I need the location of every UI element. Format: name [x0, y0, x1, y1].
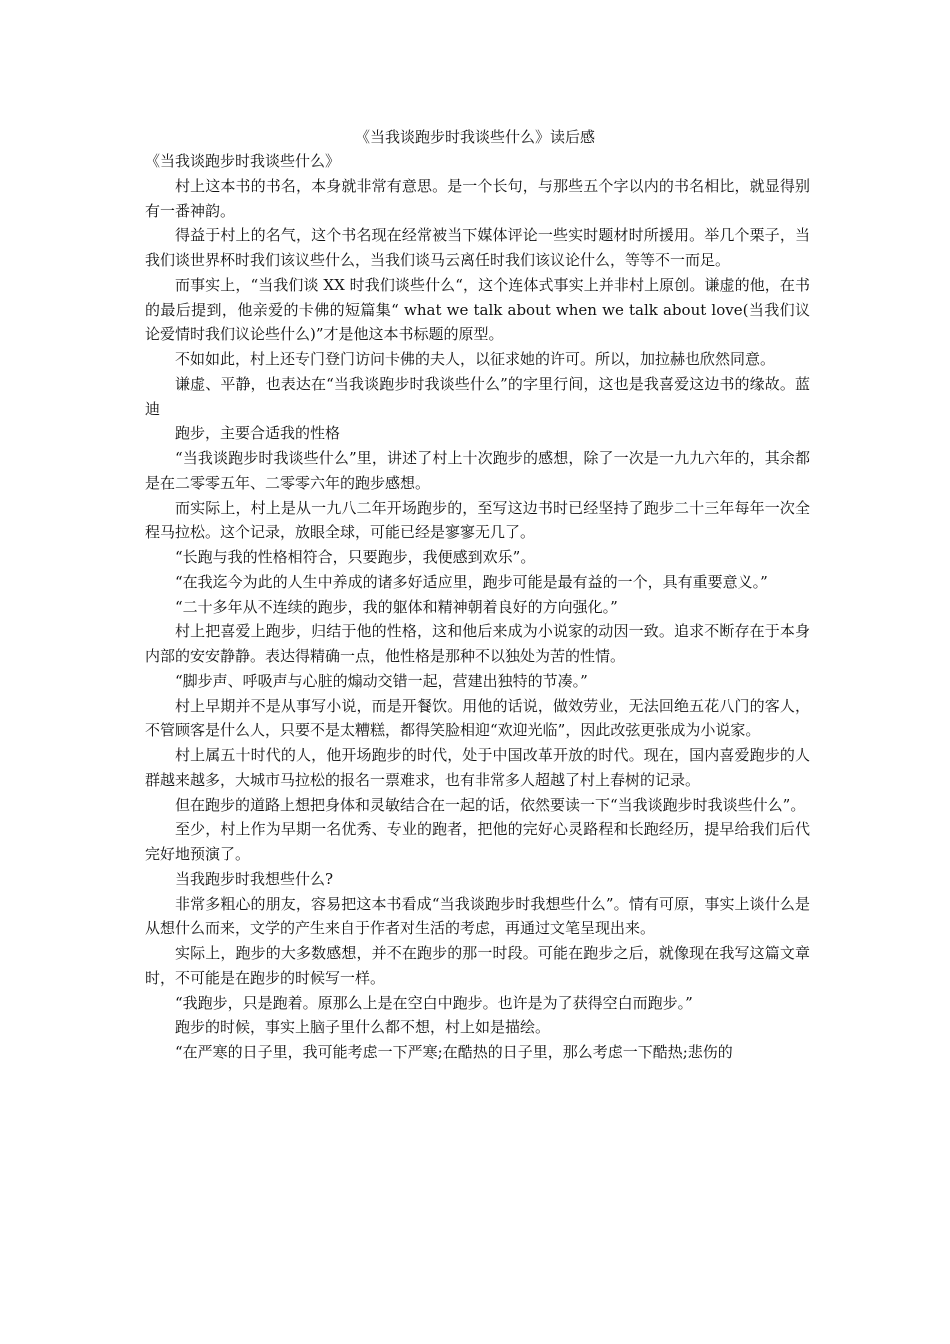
quote-paragraph: “二十多年从不连续的跑步，我的躯体和精神朝着良好的方向强化。” [175, 597, 618, 616]
paragraph: 跑步的时候，事实上脑子里什么都不想，村上如是描绘。 [175, 1018, 551, 1037]
book-title-line: 《当我谈跑步时我谈些什么》 [145, 152, 341, 170]
paragraph: 而实际上，村上是从一九八二年开场跑步的，至写这边书时已经坚持了跑步二十三年每年一次全程马拉松。这个记录，放眼全球，可能已经是寥寥无几了。 [145, 498, 810, 542]
paragraph: 非常多粗心的朋友，容易把这本书看成“当我谈跑步时我想些什么”。情有可原，事实上谈什么是从想什么而来，文学的产生来自于作者对生活的考虑，再通过文笔呈现出来。 [145, 894, 810, 938]
paragraph: 实际上，跑步的大多数感想，并不在跑步的那一时段。可能在跑步之后，就像现在我写这篇文章时，不可能是在跑步的时候写一样。 [145, 944, 810, 987]
document-body [145, 149, 810, 1065]
paragraph: 村上把喜爱上跑步，归结于他的性格，这和他后来成为小说家的动因一致。追求不断存在于本身内部的安安静静。表达得精确一点，他性格是那种不以独处为苦的性情。 [145, 622, 810, 665]
paragraph: 但在跑步的道路上想把身体和灵敏结合在一起的话，依然要读一下“当我谈跑步时我谈些什么”。 [175, 795, 806, 814]
paragraph: “当我谈跑步时我谈些什么”里，讲述了村上十次跑步的感想，除了一次是一九九六年的，其余都是在二零零五年、二零零六年的跑步感想。 [145, 449, 810, 492]
paragraph: 村上这本书的书名，本身就非常有意思。是一个长句，与那些五个字以内的书名相比，就显得别有一番神韵。 [145, 176, 810, 220]
quote-paragraph: “在我迄今为此的人生中养成的诸多好适应里，跑步可能是最有益的一个，具有重要意义。” [175, 572, 768, 591]
paragraph: 得益于村上的名气，这个书名现在经常被当下媒体评论一些实时题材时所援用。举几个栗子，当我们谈世界杯时我们该议些什么，当我们谈马云离任时我们该议论什么，等等不一而足。 [145, 226, 810, 269]
paragraph: 不如如此，村上还专门登门访问卡佛的夫人，以征求她的许可。所以，加拉赫也欣然同意。 [175, 350, 776, 368]
quote-paragraph: “脚步声、呼吸声与心脏的煽动交错一起，营建出独特的节凑。” [175, 671, 588, 690]
quote-paragraph: “在严寒的日子里，我可能考虑一下严寒;在酷热的日子里，那么考虑一下酷热;悲伤的 [175, 1043, 733, 1061]
paragraph: 而事实上，“当我们谈 XX 时我们谈些什么“，这个连体式事实上并非村上原创。谦虚的他，在书的最后提到，他亲爱的卡佛的短篇集“ what we talk about when we talk about love(当我们议论爱情时我们议论些什么)”才是他这本书标题的原型。 [145, 275, 810, 344]
quote-paragraph: “长跑与我的性格相符合，只要跑步，我便感到欢乐”。 [175, 548, 536, 566]
paragraph: 村上属五十时代的人，他开场跑步的时代，处于中国改革开放的时代。现在，国内喜爱跑步的人群越来越多，大城市马拉松的报名一票难求，也有非常多人超越了村上春树的记录。 [145, 746, 810, 789]
document-title: 《当我谈跑步时我谈些什么》读后感 [354, 128, 595, 146]
paragraph: 谦虚、平静，也表达在“当我谈跑步时我谈些什么”的字里行间，这也是我喜爱这边书的缘故。蓝迪 [145, 374, 810, 418]
paragraph: 至少，村上作为早期一名优秀、专业的跑者，把他的完好心灵路程和长跑经历，提早给我们后代完好地预演了。 [145, 820, 810, 863]
quote-paragraph: “我跑步，只是跑着。原那么上是在空白中跑步。也许是为了获得空白而跑步。” [175, 993, 693, 1012]
paragraph: 村上早期并不是从事写小说，而是开餐饮。用他的话说，做效劳业，无法回绝五花八门的客人，不管顾客是什么人，只要不是太糟糕，都得笑脸相迎“欢迎光临”，因此改弦更张成为小说家。 [145, 696, 810, 740]
section-heading: 当我跑步时我想些什么? [175, 869, 334, 888]
section-heading: 跑步，主要合适我的性格 [175, 424, 341, 443]
